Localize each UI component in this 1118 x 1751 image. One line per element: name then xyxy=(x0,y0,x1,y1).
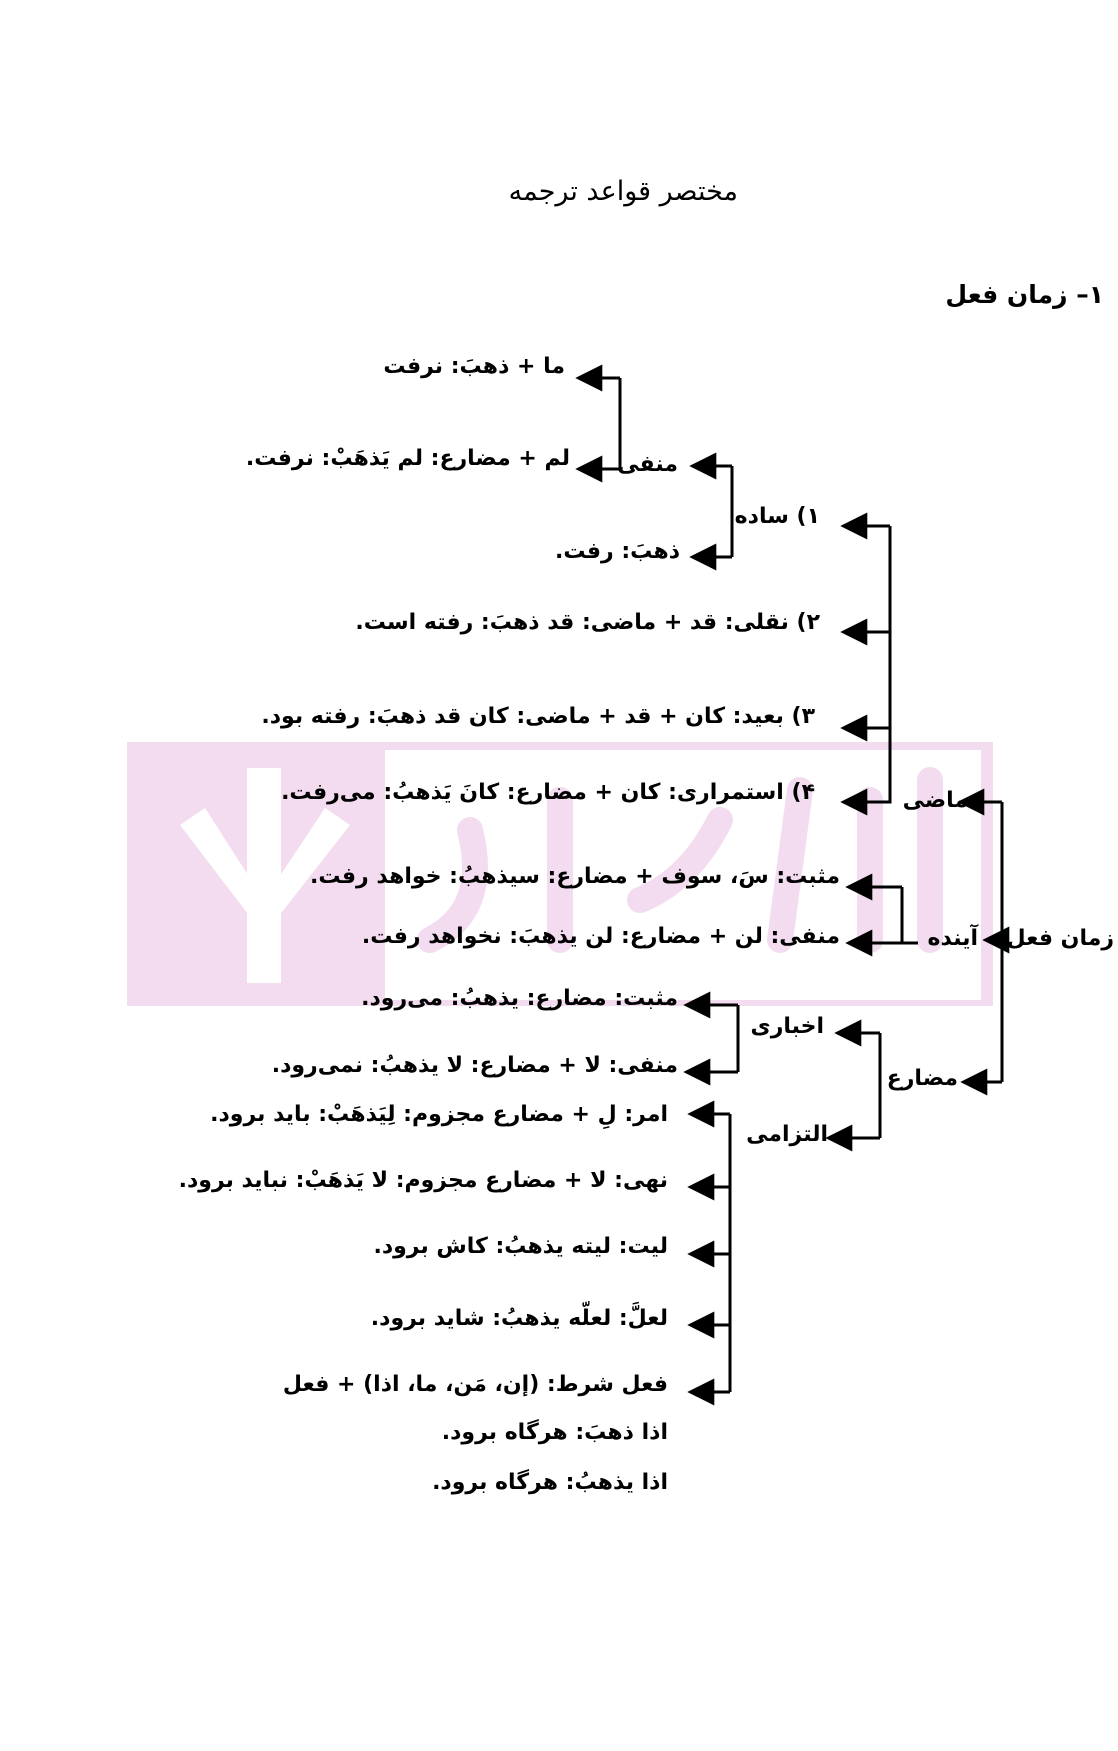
madi-estemrari: ۴) استمراری: کان + مضارع: کانَ یَذهبُ: می‌رفت. xyxy=(281,780,815,805)
eltezami-nahy: نهی: لا + مضارع مجزوم: لا یَذهَبْ: نباید برود. xyxy=(178,1168,668,1193)
eltezami-label: التزامی xyxy=(746,1122,828,1147)
manfi-label: منفی xyxy=(617,452,678,477)
mozare-label: مضارع xyxy=(886,1066,958,1091)
madi-manfi-ma: ما + ذهبَ: نرفت xyxy=(383,354,565,379)
eltezami-shart: فعل شرط: (إن، مَن، ما، اذا) + فعل xyxy=(282,1372,668,1397)
madi-naqli: ۲) نقلی: قد + ماضی: قد ذهبَ: رفته است. xyxy=(355,610,820,635)
ayande-mosbat: مثبت: سَ، سوف + مضارع: سیذهبُ: خواهد رفت. xyxy=(310,864,840,889)
eltezami-laal: لعلَّ: لعلّه یذهبُ: شاید برود. xyxy=(370,1306,668,1331)
ekhbari-label: اخباری xyxy=(750,1014,824,1039)
section-heading: ۱– زمان فعل xyxy=(945,280,1104,309)
eltezami-amr: امر: لِ + مضارع مجزوم: لِیَذهَبْ: باید برود. xyxy=(210,1102,668,1127)
page-title: مختصر قواعد ترجمه xyxy=(508,176,738,207)
ekhbari-mosbat: مثبت: مضارع: یذهبُ: می‌رود. xyxy=(361,986,678,1011)
madi-sade-mosbat: ذهبَ: رفت. xyxy=(554,539,680,564)
sade-label: ۱) ساده xyxy=(734,504,820,529)
eltezami-shart-example-1: اذا ذهبَ: هرگاه برود. xyxy=(441,1420,668,1445)
ayande-manfi: منفی: لن + مضارع: لن یذهبَ: نخواهد رفت. xyxy=(361,924,840,949)
eltezami-layt: لیت: لیته یذهبُ: کاش برود. xyxy=(373,1234,668,1259)
eltezami-shart-example-2: اذا یذهبُ: هرگاه برود. xyxy=(432,1470,668,1495)
madi-manfi-lam: لم + مضارع: لم یَذهَبْ: نرفت. xyxy=(245,446,570,471)
ayande-label: آینده xyxy=(927,926,978,951)
madi-baid: ۳) بعید: کان + قد + ماضی: کان قد ذهبَ: رفته بود. xyxy=(261,704,815,729)
madi-label: ماضی xyxy=(902,788,968,813)
root-label: زمان فعل xyxy=(1006,926,1114,951)
ekhbari-manfi: منفی: لا + مضارع: لا یذهبُ: نمی‌رود. xyxy=(271,1053,678,1078)
